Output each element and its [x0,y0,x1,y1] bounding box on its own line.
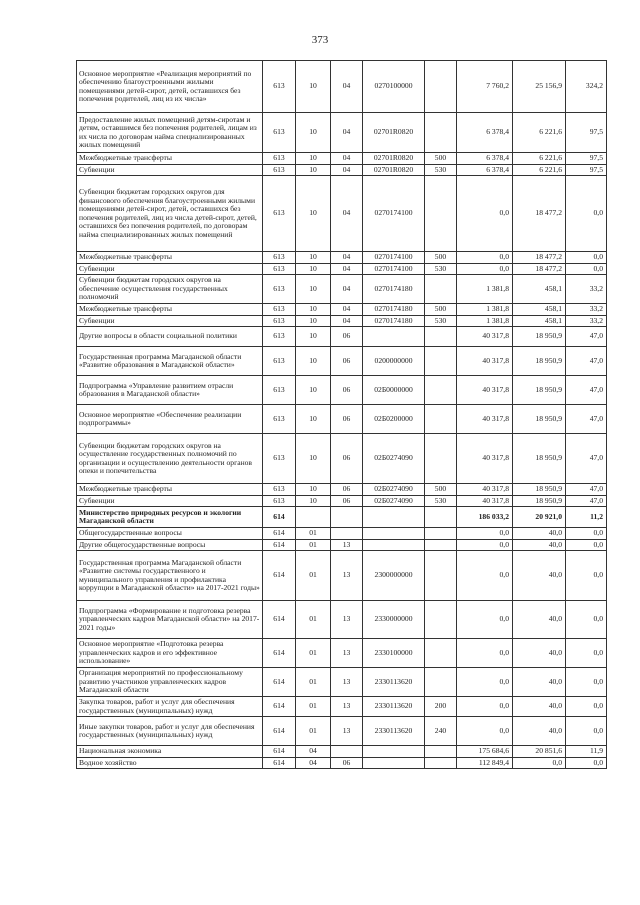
section-code: 10 [296,252,331,264]
executed-amount: 18 477,2 [513,252,566,264]
target-article-code: 0270174180 [363,315,425,327]
row-name: Субвенции бюджетам городских округов на осуществление государственных полномочий по организации и осуществлению деятельности органов опеки и попечительства [77,434,263,484]
planned-amount: 6 378,4 [457,164,513,176]
planned-amount: 0,0 [457,176,513,252]
execution-percent: 11,9 [566,746,607,758]
row-name: Основное мероприятие «Подготовка резерва управленческих кадров и его эффективное использование» [77,639,263,668]
executed-amount: 40,0 [513,528,566,540]
table-row [77,263,607,275]
ved-code: 613 [263,113,296,153]
row-name: Закупка товаров, работ и услуг для обеспечения государственных (муниципальных) нужд [77,697,263,717]
subsection-code: 04 [331,176,363,252]
planned-amount: 7 760,2 [457,61,513,113]
row-name: Водное хозяйство [77,757,263,769]
execution-percent: 33,2 [566,275,607,304]
target-article-code [363,528,425,540]
executed-amount: 40,0 [513,668,566,697]
executed-amount: 25 156,9 [513,61,566,113]
planned-amount: 40 317,8 [457,327,513,347]
expense-type-code: 500 [425,484,457,496]
section-code: 01 [296,668,331,697]
row-name: Другие вопросы в области социальной политики [77,327,263,347]
section-code: 10 [296,275,331,304]
subsection-code: 06 [331,434,363,484]
section-code: 10 [296,484,331,496]
planned-amount: 40 317,8 [457,376,513,405]
table-row [77,757,607,769]
planned-amount: 40 317,8 [457,405,513,434]
target-article-code [363,327,425,347]
execution-percent: 0,0 [566,176,607,252]
section-code: 01 [296,697,331,717]
target-article-code [363,539,425,551]
row-name: Субвенции [77,164,263,176]
target-article-code: 02Б0274090 [363,495,425,507]
row-name: Другие общегосударственные вопросы [77,539,263,551]
expense-type-code: 530 [425,164,457,176]
section-code: 10 [296,176,331,252]
ved-code: 614 [263,717,296,746]
row-name: Межбюджетные трансферты [77,304,263,316]
table-row [77,697,607,717]
target-article-code: 2330113620 [363,697,425,717]
executed-amount: 18 950,9 [513,434,566,484]
ved-code: 614 [263,539,296,551]
expense-type-code: 500 [425,304,457,316]
executed-amount: 40,0 [513,697,566,717]
executed-amount: 6 221,6 [513,153,566,165]
planned-amount: 40 317,8 [457,434,513,484]
expense-type-code [425,405,457,434]
planned-amount: 1 381,8 [457,275,513,304]
section-code: 10 [296,61,331,113]
target-article-code: 2330000000 [363,601,425,639]
row-name: Организация мероприятий по профессиональному развитию участников управленческих кадров Магаданской области [77,668,263,697]
planned-amount: 0,0 [457,551,513,601]
table-row [77,668,607,697]
expense-type-code: 530 [425,495,457,507]
expense-type-code [425,668,457,697]
section-code: 10 [296,164,331,176]
ved-code: 614 [263,639,296,668]
expense-type-code [425,757,457,769]
executed-amount: 18 950,9 [513,376,566,405]
ved-code: 613 [263,327,296,347]
table-row [77,275,607,304]
execution-percent: 0,0 [566,717,607,746]
target-article-code [363,507,425,528]
expense-type-code [425,61,457,113]
expense-type-code: 530 [425,263,457,275]
subsection-code: 13 [331,551,363,601]
executed-amount: 20 921,0 [513,507,566,528]
section-code: 10 [296,347,331,376]
execution-percent: 0,0 [566,601,607,639]
target-article-code: 02Б0274090 [363,434,425,484]
subsection-code: 13 [331,717,363,746]
ved-code: 613 [263,304,296,316]
row-name: Межбюджетные трансферты [77,484,263,496]
executed-amount: 18 477,2 [513,263,566,275]
planned-amount: 186 033,2 [457,507,513,528]
planned-amount: 6 378,4 [457,113,513,153]
expense-type-code [425,376,457,405]
executed-amount: 20 851,6 [513,746,566,758]
target-article-code: 2330113620 [363,717,425,746]
section-code: 01 [296,528,331,540]
table-row [77,495,607,507]
table-row [77,539,607,551]
execution-percent: 0,0 [566,697,607,717]
table-row [77,153,607,165]
expense-type-code [425,434,457,484]
execution-percent: 0,0 [566,539,607,551]
executed-amount: 40,0 [513,717,566,746]
table-row [77,327,607,347]
ved-code: 613 [263,153,296,165]
target-article-code: 0270174100 [363,263,425,275]
subsection-code: 13 [331,668,363,697]
table-row [77,507,607,528]
executed-amount: 18 950,9 [513,495,566,507]
table-row [77,304,607,316]
target-article-code: 0270174180 [363,304,425,316]
row-name: Национальная экономика [77,746,263,758]
ved-code: 614 [263,697,296,717]
planned-amount: 175 684,6 [457,746,513,758]
ved-code: 613 [263,405,296,434]
execution-percent: 33,2 [566,304,607,316]
planned-amount: 0,0 [457,263,513,275]
row-name: Субвенции [77,263,263,275]
row-name: Субвенции бюджетам городских округов для финансового обеспечения благоустроенными жилыми помещениями детей-сирот, детей, оставшихся без попечения родителей, лиц из числа детей-сирот, детей, оставшихся без попечения родителей, по договорам найма специализированных жилых помещений [77,176,263,252]
planned-amount: 40 317,8 [457,347,513,376]
planned-amount: 0,0 [457,252,513,264]
expense-type-code: 530 [425,315,457,327]
subsection-code: 04 [331,113,363,153]
execution-percent: 47,0 [566,347,607,376]
table-row [77,484,607,496]
section-code [296,507,331,528]
section-code: 10 [296,434,331,484]
expense-type-code [425,347,457,376]
subsection-code: 04 [331,61,363,113]
executed-amount: 6 221,6 [513,113,566,153]
table-row [77,551,607,601]
section-code: 10 [296,405,331,434]
executed-amount: 0,0 [513,757,566,769]
table-row [77,717,607,746]
execution-percent: 97,5 [566,153,607,165]
subsection-code [331,507,363,528]
section-code: 01 [296,551,331,601]
planned-amount: 6 378,4 [457,153,513,165]
execution-percent: 0,0 [566,528,607,540]
planned-amount: 40 317,8 [457,484,513,496]
execution-percent: 324,2 [566,61,607,113]
planned-amount: 1 381,8 [457,315,513,327]
row-name: Основное мероприятие «Обеспечение реализации подпрограммы» [77,405,263,434]
target-article-code: 0270174100 [363,176,425,252]
ved-code: 613 [263,315,296,327]
table-row [77,601,607,639]
budget-table [76,60,607,769]
executed-amount: 6 221,6 [513,164,566,176]
subsection-code: 06 [331,757,363,769]
execution-percent: 47,0 [566,434,607,484]
subsection-code: 06 [331,495,363,507]
executed-amount: 40,0 [513,551,566,601]
executed-amount: 18 950,9 [513,327,566,347]
execution-percent: 47,0 [566,495,607,507]
executed-amount: 18 950,9 [513,405,566,434]
ved-code: 613 [263,376,296,405]
table-row [77,113,607,153]
planned-amount: 0,0 [457,528,513,540]
executed-amount: 40,0 [513,639,566,668]
subsection-code: 06 [331,327,363,347]
ved-code: 613 [263,176,296,252]
planned-amount: 0,0 [457,639,513,668]
execution-percent: 11,2 [566,507,607,528]
table-row [77,164,607,176]
ved-code: 614 [263,746,296,758]
row-name: Государственная программа Магаданской области «Развитие системы государственного и муниципального управления и профилактика коррупции в Магаданской области» на 2017-2021 годы» [77,551,263,601]
subsection-code: 04 [331,275,363,304]
execution-percent: 0,0 [566,668,607,697]
execution-percent: 97,5 [566,113,607,153]
subsection-code: 06 [331,405,363,434]
expense-type-code [425,507,457,528]
subsection-code: 04 [331,164,363,176]
expense-type-code [425,551,457,601]
row-name: Подпрограмма «Формирование и подготовка резерва управленческих кадров Магаданской области» на 2017-2021 годы» [77,601,263,639]
table-row [77,315,607,327]
subsection-code: 06 [331,376,363,405]
section-code: 10 [296,263,331,275]
section-code: 10 [296,113,331,153]
planned-amount: 1 381,8 [457,304,513,316]
subsection-code [331,528,363,540]
execution-percent: 47,0 [566,405,607,434]
planned-amount: 0,0 [457,717,513,746]
expense-type-code: 500 [425,252,457,264]
ved-code: 613 [263,484,296,496]
section-code: 01 [296,639,331,668]
planned-amount: 0,0 [457,601,513,639]
section-code: 10 [296,153,331,165]
budget-table-body [77,61,607,769]
page-number: 373 [311,34,329,46]
ved-code: 614 [263,668,296,697]
execution-percent: 0,0 [566,757,607,769]
subsection-code: 04 [331,263,363,275]
target-article-code: 02701R0820 [363,113,425,153]
subsection-code: 04 [331,252,363,264]
section-code: 01 [296,539,331,551]
planned-amount: 0,0 [457,668,513,697]
section-code: 10 [296,327,331,347]
target-article-code: 02701R0820 [363,153,425,165]
ved-code: 613 [263,252,296,264]
table-row [77,639,607,668]
section-code: 10 [296,315,331,327]
target-article-code [363,757,425,769]
section-code: 04 [296,757,331,769]
executed-amount: 18 950,9 [513,347,566,376]
expense-type-code [425,176,457,252]
ved-code: 613 [263,263,296,275]
subsection-code: 13 [331,539,363,551]
subsection-code: 13 [331,697,363,717]
row-name: Субвенции [77,495,263,507]
target-article-code: 0270174100 [363,252,425,264]
execution-percent: 97,5 [566,164,607,176]
execution-percent: 47,0 [566,376,607,405]
expense-type-code [425,601,457,639]
row-name: Межбюджетные трансферты [77,252,263,264]
row-name: Подпрограмма «Управление развитием отрасли образования в Магаданской области» [77,376,263,405]
section-code: 10 [296,495,331,507]
execution-percent: 0,0 [566,639,607,668]
target-article-code: 2330100000 [363,639,425,668]
row-name: Основное мероприятие «Реализация мероприятий по обеспечению благоустроенными жилыми помещениями детей-сирот, детей, оставшихся без попечения родителей, лиц из их числа» [77,61,263,113]
section-code: 10 [296,304,331,316]
expense-type-code [425,746,457,758]
table-row [77,61,607,113]
subsection-code: 13 [331,601,363,639]
ved-code: 613 [263,347,296,376]
expense-type-code [425,275,457,304]
execution-percent: 0,0 [566,551,607,601]
subsection-code: 06 [331,347,363,376]
planned-amount: 40 317,8 [457,495,513,507]
subsection-code: 04 [331,153,363,165]
execution-percent: 47,0 [566,484,607,496]
target-article-code [363,746,425,758]
ved-code: 614 [263,601,296,639]
execution-percent: 0,0 [566,252,607,264]
row-name: Иные закупки товаров, работ и услуг для обеспечения государственных (муниципальных) нужд [77,717,263,746]
expense-type-code [425,327,457,347]
target-article-code: 0200000000 [363,347,425,376]
ved-code: 614 [263,757,296,769]
table-row [77,405,607,434]
ved-code: 613 [263,495,296,507]
target-article-code: 0270100000 [363,61,425,113]
executed-amount: 18 477,2 [513,176,566,252]
executed-amount: 458,1 [513,304,566,316]
executed-amount: 40,0 [513,601,566,639]
row-name: Министерство природных ресурсов и экологии Магаданской области [77,507,263,528]
target-article-code: 02Б0200000 [363,405,425,434]
execution-percent: 33,2 [566,315,607,327]
row-name: Предоставление жилых помещений детям-сиротам и детям, оставшимся без попечения родителей, лицам из их числа по договорам найма специализированных жилых помещений [77,113,263,153]
table-row [77,176,607,252]
section-code: 01 [296,601,331,639]
executed-amount: 458,1 [513,275,566,304]
section-code: 10 [296,376,331,405]
table-row [77,376,607,405]
subsection-code: 04 [331,304,363,316]
section-code: 04 [296,746,331,758]
target-article-code: 02701R0820 [363,164,425,176]
ved-code: 613 [263,164,296,176]
subsection-code: 04 [331,315,363,327]
ved-code: 613 [263,61,296,113]
row-name: Субвенции [77,315,263,327]
subsection-code [331,746,363,758]
target-article-code: 02Б0000000 [363,376,425,405]
target-article-code: 02Б0274090 [363,484,425,496]
planned-amount: 112 849,4 [457,757,513,769]
row-name: Субвенции бюджетам городских округов на обеспечение осуществления государственных полномочий [77,275,263,304]
expense-type-code [425,639,457,668]
expense-type-code [425,528,457,540]
ved-code: 614 [263,507,296,528]
ved-code: 613 [263,275,296,304]
execution-percent: 47,0 [566,327,607,347]
subsection-code: 13 [331,639,363,668]
target-article-code: 2330113620 [363,668,425,697]
expense-type-code: 240 [425,717,457,746]
execution-percent: 0,0 [566,263,607,275]
executed-amount: 40,0 [513,539,566,551]
target-article-code: 2300000000 [363,551,425,601]
table-row [77,746,607,758]
ved-code: 614 [263,551,296,601]
executed-amount: 458,1 [513,315,566,327]
planned-amount: 0,0 [457,697,513,717]
row-name: Межбюджетные трансферты [77,153,263,165]
executed-amount: 18 950,9 [513,484,566,496]
expense-type-code [425,113,457,153]
ved-code: 614 [263,528,296,540]
planned-amount: 0,0 [457,539,513,551]
expense-type-code: 200 [425,697,457,717]
table-row [77,434,607,484]
target-article-code: 0270174180 [363,275,425,304]
section-code: 01 [296,717,331,746]
subsection-code: 06 [331,484,363,496]
row-name: Государственная программа Магаданской области «Развитие образования в Магаданской области» [77,347,263,376]
table-row [77,252,607,264]
ved-code: 613 [263,434,296,484]
table-row [77,347,607,376]
expense-type-code [425,539,457,551]
row-name: Общегосударственные вопросы [77,528,263,540]
table-row [77,528,607,540]
expense-type-code: 500 [425,153,457,165]
